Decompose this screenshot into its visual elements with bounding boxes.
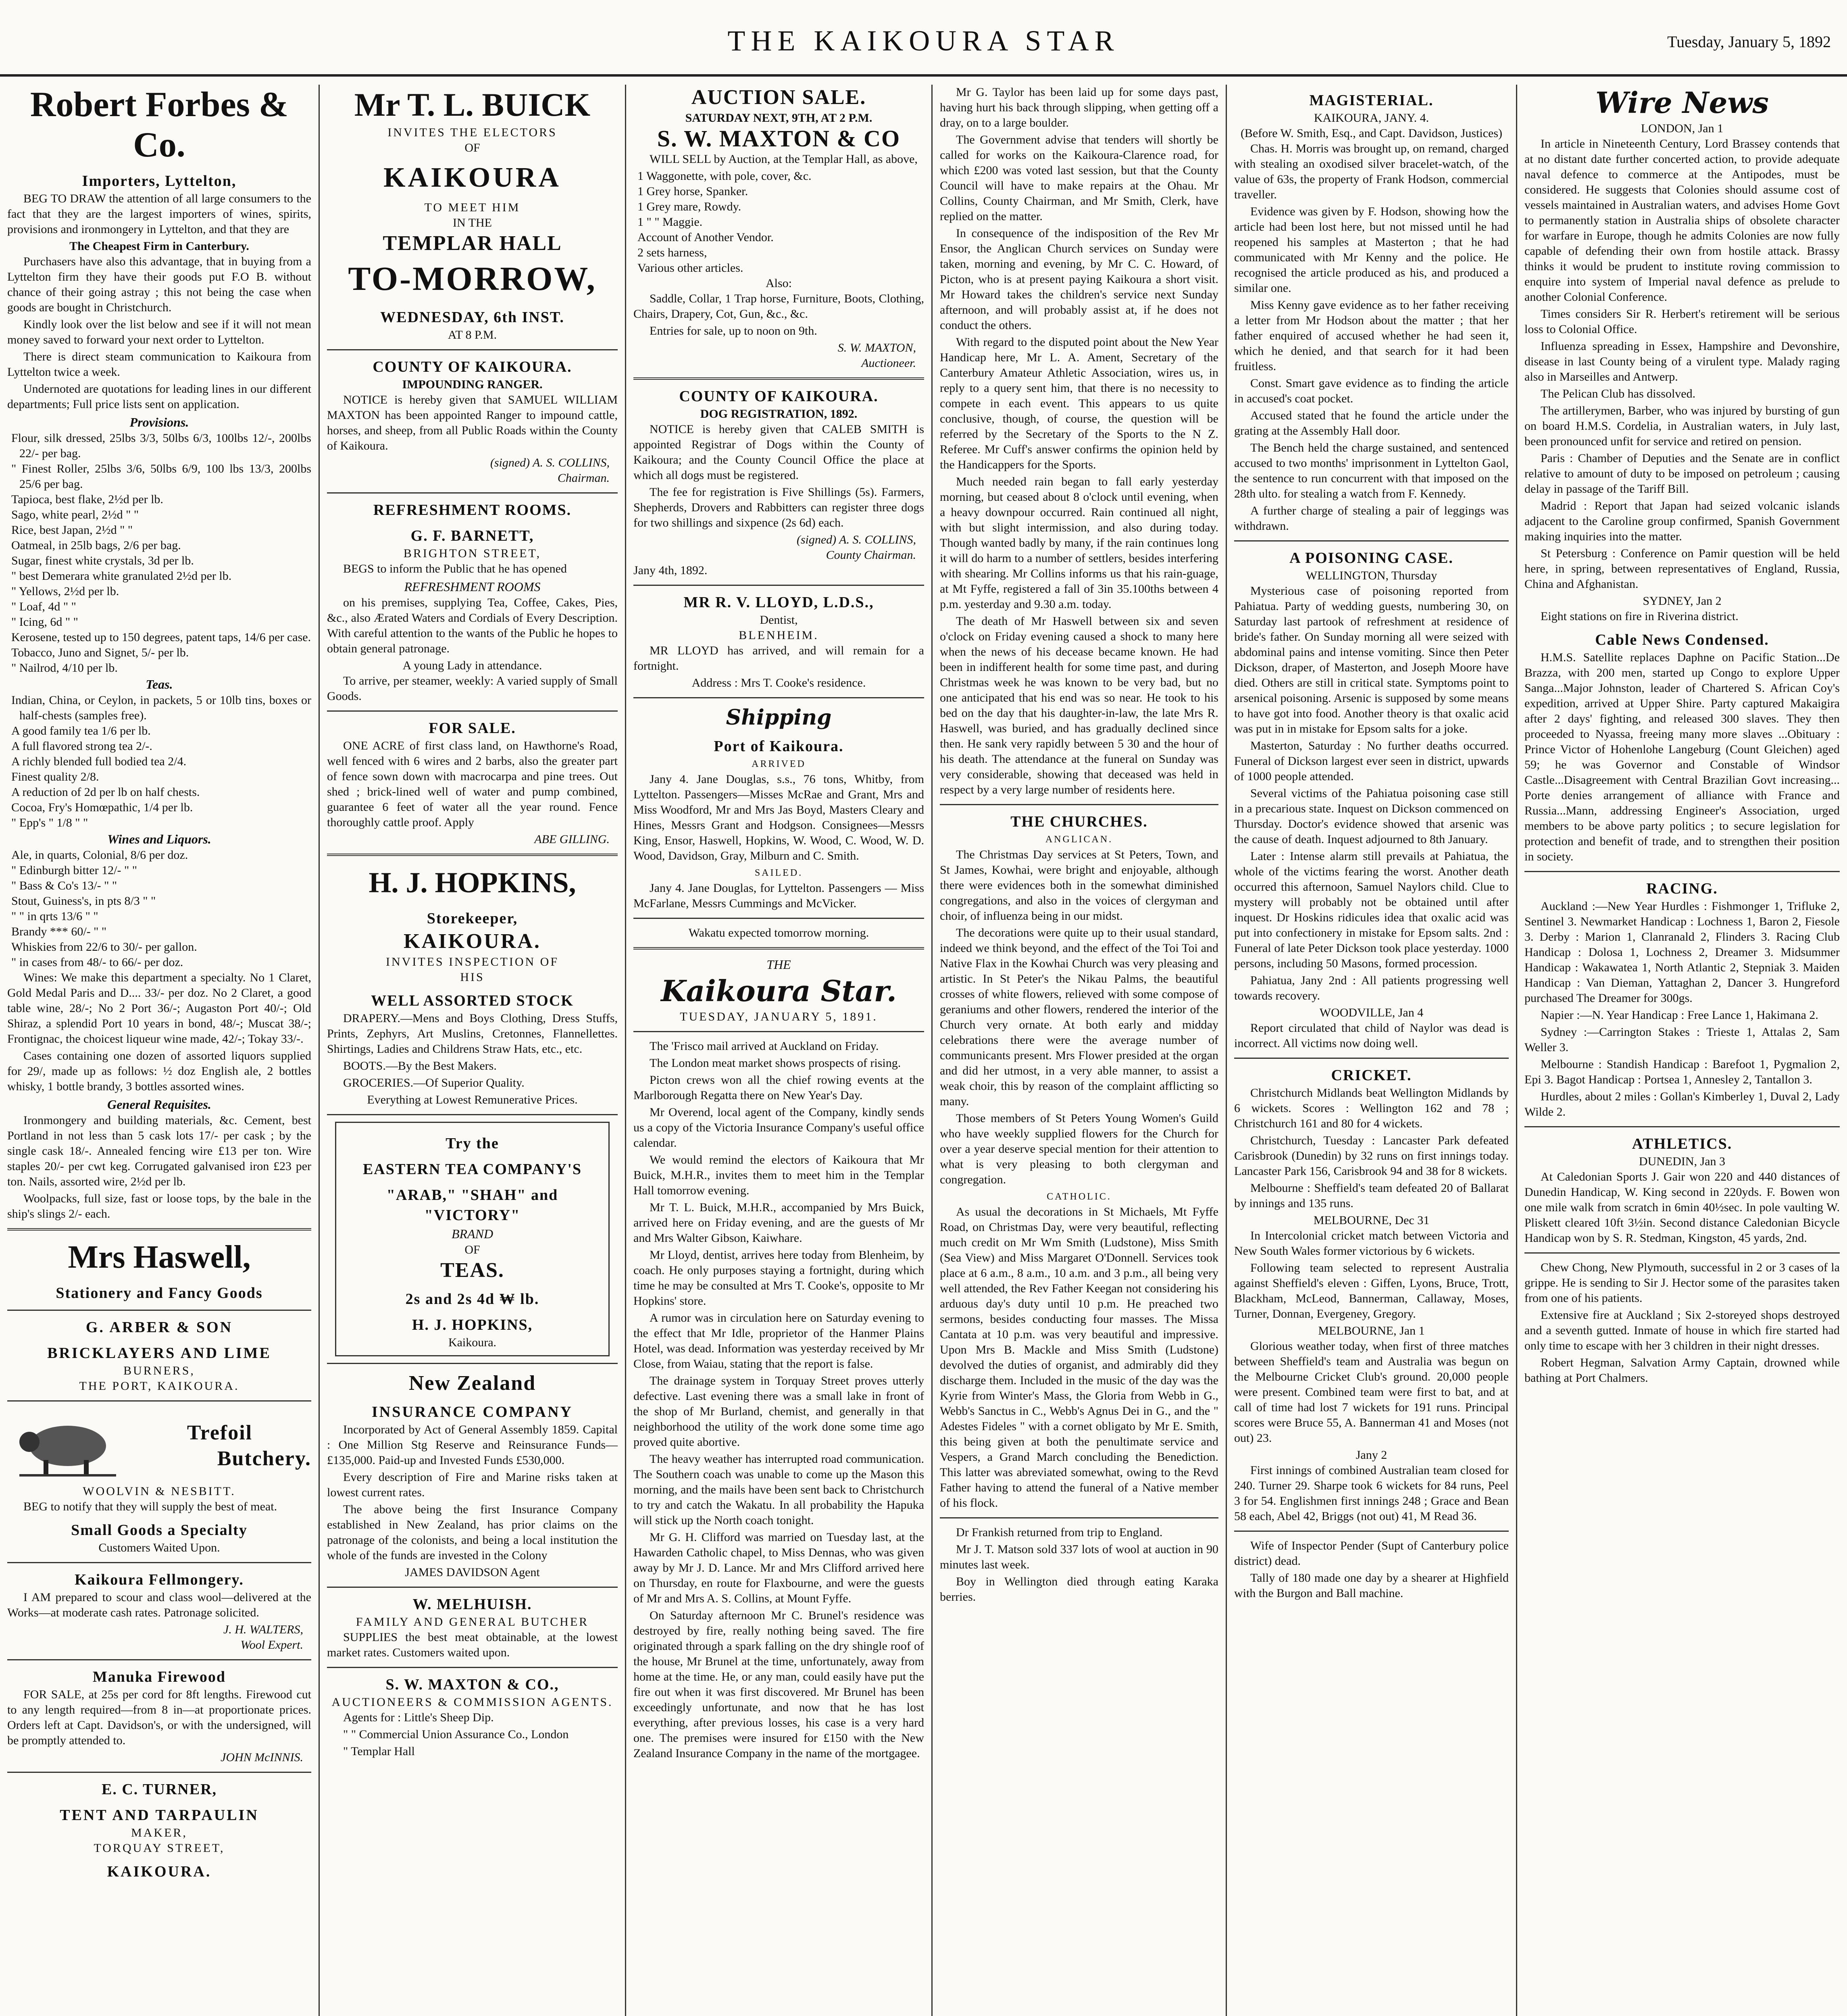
poison-p6: Report circulated that child of Naylor was dead is incorrect. All victims now doing well. — [1234, 1021, 1509, 1050]
cricket-p5: Following team selected to represent Australia against Sheffield's eleven : Giffen, Lyons, Bruce, Trott, Blackham, McLeod, Bannerman, Callaway, Moses, Turner, Donnan, Evergeney, Gregory. — [1234, 1261, 1509, 1320]
sydney-paragraph: Eight stations on fire in Riverina district. — [1541, 610, 1739, 623]
dog-date: Jany 4th, 1892. — [633, 564, 708, 577]
star-the: THE — [766, 957, 791, 972]
news-item: In article in Nineteenth Century, Lord Brassey contends that at no distant date further concerted action, to provide adequate naval defence to commerce at the Antipodes, must be considered. He suggests that Colonies should assume cost of vessels maintained in Australian waters, and advises Home Govt to permanently station in Australia ships of obsolete character for warfare in Europe, though he admits Colonies are now fully capable of defending their own from hostile attack. Brassy thinks it would be prudent to institute roving commission to enquire into system of Imperial naval defence as prelude to another Colonial Conference. — [1524, 137, 1840, 304]
turner-heading: E. C. TURNER, — [101, 1781, 217, 1798]
forbes-intro: BEG TO DRAW the attention of all large consumers to the fact that they are the largest importers of wines, spirits, provisions and ironmongery in Lyttelton, and that they are — [7, 192, 311, 236]
hopkins-stock: WELL ASSORTED STOCK — [371, 992, 574, 1009]
barnett-p3: A young Lady in attendance. — [402, 659, 542, 672]
list-item: Various other articles. — [637, 261, 743, 275]
cricket-p8: Wife of Inspector Pender (Supt of Canterbury police district) dead. — [1234, 1539, 1509, 1568]
forbes-p3: Kindly look over the list below and see if it will not mean money saved to forward your next order to Lyttelton. — [7, 318, 311, 346]
magisterial-p4: Const. Smart gave evidence as to finding the article in accused's coat pocket. — [1234, 377, 1509, 405]
london-dateline: LONDON, Jan 1 — [1641, 122, 1724, 135]
divider — [633, 947, 924, 950]
list-item: Kerosene, tested up to 150 degrees, patent taps, 14/6 per case. — [11, 631, 311, 644]
star-date: TUESDAY, JANUARY 5, 1891. — [680, 1010, 878, 1023]
divider — [633, 697, 924, 698]
sale-heading: FOR SALE. — [429, 720, 516, 737]
dog-chairman: County Chairman. — [826, 548, 916, 562]
buick-kaikoura: KAIKOURA — [383, 162, 561, 193]
barnett-name: G. F. BARNETT, — [410, 527, 534, 544]
arrived-paragraph: Jany 4. Jane Douglas, s.s., 76 tons, Whitby, from Lyttelton. Passengers—Misses McRae and Grant, Mrs and Miss Woodford, Mr and Mrs Jas Boyd, Masters Cleary and Hines, Messrs Grant and Hodgson. Consignees—Messrs King, Ensor, Haswell, Hopkins, W. Wood, C. Wood, W. D. Wood, Davidson, Gray, Milburn and C. Smith. — [633, 773, 924, 862]
masthead — [0, 0, 1847, 77]
news-item: Much needed rain began to fall early yesterday morning, but ceased about 8 o'clock until evening, when a heavy downpour occurred. Rain continued all night, with but slight intermission, and also during today. Though wanted badly by many, if the rain continues long it will do harm to a number of settlers, besides interfering with shearing. Mr Collins informs us that his rain-guage, at Mt Fyffe, registered a fall of 3in 35.100ths between 4 p.m. yesterday and 9.30 a.m. today. — [940, 475, 1218, 611]
cricket-p4: In Intercolonial cricket match between Victoria and New South Wales former victorious by 6 wickets. — [1234, 1229, 1509, 1258]
nz-signature: JAMES DAVIDSON Agent — [405, 1566, 540, 1579]
lloyd-subtitle: Dentist, — [760, 613, 798, 627]
barnett-p2: on his premises, supplying Tea, Coffee, Cakes, Pies, &c., also Ærated Waters and Cordials of Every Description. With careful attention to the wants of the Public he hopes to obtain general patronage. — [327, 596, 618, 655]
divider — [7, 1772, 311, 1773]
melhuish-subtitle: FAMILY AND GENERAL BUTCHER — [356, 1615, 589, 1629]
auction-heading: AUCTION SALE. — [691, 86, 866, 109]
dog-signature: (signed) A. S. COLLINS, — [796, 533, 916, 546]
poison-heading: A POISONING CASE. — [1289, 550, 1453, 566]
cases-paragraph: Cases containing one dozen of assorted liquors supplied for 29/, made up as follows: ½ doz English ale, 2 bottles whisky, 1 bottle brandy, 3 bottles assorted wines. — [7, 1049, 311, 1093]
boots-line: BOOTS.—By the Best Makers. — [343, 1059, 497, 1073]
list-item: 2 sets harness, — [637, 246, 707, 259]
list-item: 1 Grey horse, Spanker. — [637, 185, 748, 198]
anglican-paragraph: The Christmas Day services at St Peters, Town, and St James, Kowhai, were bright and enjoyable, although there were evidences both in the somewhat diminished congregations, and also in the voices of clergyman and choir, of influenza being in our midst. — [940, 848, 1218, 923]
cricket-p2: Christchurch, Tuesday : Lancaster Park defeated Carisbrook (Dunedin) by 32 runs on first innings today. Lancaster Park 156, Carisbrook 94 and 38 for 8 wickets. — [1234, 1134, 1509, 1178]
haswell-title: Mrs Haswell, — [68, 1239, 251, 1275]
racing-heading: RACING. — [1646, 880, 1718, 897]
news-item: Picton crews won all the chief rowing events at the Marlborough Regatta there on New Year's Day. — [633, 1073, 924, 1102]
news-item: On Saturday afternoon Mr C. Brunel's residence was destroyed by fire, really nothing being saved. The fire originated through a spark falling on the dry shingle roof of the house, Mr Brunel at the time, unfortunately, away from home at the time. He, or any man, could easily have put the fire out when it was first discovered. Mr Brunel has been exceedingly unfortunate, and now that he has lost everything, after previous losses, his case is a very hard one. The premises were insured for £150 with the New Zealand Insurance Company in the name of the mortgagee. — [633, 1609, 924, 1760]
wire-news-heading: Wire News — [1595, 85, 1769, 120]
list-item: Stout, Guiness's, in pts 8/3 " " — [11, 894, 156, 908]
issue-date: Tuesday, January 5, 1892 — [1667, 33, 1831, 51]
tea-try: Try the — [446, 1135, 499, 1152]
athletics-heading: ATHLETICS. — [1632, 1135, 1732, 1152]
tea-signature: H. J. HOPKINS, — [412, 1316, 533, 1333]
auction-date: SATURDAY NEXT, 9TH, AT 2 P.M. — [685, 111, 872, 125]
divider — [327, 854, 618, 856]
magisterial-before: (Before W. Smith, Esq., and Capt. Davidson, Justices) — [1240, 127, 1503, 140]
news-item: In consequence of the indisposition of the Rev Mr Ensor, the Anglican Church services on Sunday were taken, morning and evening, by Mr C. C. Howard, of Picton, who is at present paying Kaikoura a short visit. Mr Howard takes the children's service next Sunday afternoon, and will probably assist at, if he does not conduct the others. — [940, 227, 1218, 332]
maxton-name: S. W. MAXTON & CO — [657, 125, 901, 152]
column-6 — [1516, 85, 1847, 2016]
poison-p1: Mysterious case of poisoning reported from Pahiatua. Party of wedding guests, numbering 30, on Saturday last partook of refreshment at residence of bride's father. On Sunday morning all were seized with abdominal pains and intense vomiting. Since then Peter Dickson, draper, of Masterton, and Joseph Moore have died. Others are still in critical state. Symptoms point to arsenical poisoning. Arsenic is supposed by some means to have got into food. Another theory is that oxalic acid was put in in mistake for Epsom salts for a joke. — [1234, 584, 1509, 735]
impounding-heading: IMPOUNDING RANGER. — [402, 378, 543, 391]
boy-line: Boy in Wellington died through eating Karaka berries. — [940, 1575, 1218, 1604]
divider — [327, 1587, 618, 1588]
auction-p3: Entries for sale, up to noon on 9th. — [650, 324, 817, 337]
divider — [1524, 871, 1840, 872]
anglican-label: ANGLICAN. — [1045, 834, 1113, 845]
sailed-label: SAILED. — [754, 868, 803, 878]
list-item: " Nailrod, 4/10 per lb. — [11, 661, 118, 675]
ram-icon — [15, 1414, 120, 1478]
hopkins-invites: INVITES INSPECTION OF — [386, 955, 559, 968]
nz-company: INSURANCE COMPANY — [371, 1404, 573, 1420]
buick-line3: TO MEET HIM — [424, 201, 521, 214]
wines-paragraph: Wines: We make this department a specialty. No 1 Claret, Gold Medal Paris and D.... 33/- per doz. No 2 Claret, a good table wine, 28/-; No 2 Port 36/-; Augaston Port 40/-; Old Shiraz, a splendid Port 10 years in bond, 48/-; Muscat 38/-; Frontignac, the choicest liqueur wine made, 42/-; Tokay 33/-. — [7, 971, 311, 1045]
divider — [327, 492, 618, 494]
tea-place: Kaikoura. — [448, 1336, 497, 1349]
magisterial-place: KAIKOURA, JANY. 4. — [1314, 111, 1429, 125]
magisterial-p2: Evidence was given by F. Hodson, showing how the article had been lost here, but not missed until he had reopened his samples at Masterton ; that he had communicated with Mr Kenny and the police. He recognised the article produced as his, and produced a similar one. — [1234, 205, 1509, 295]
butchery-title: Butchery. — [217, 1447, 311, 1470]
list-item: Sago, white pearl, 2½d " " — [11, 508, 139, 521]
anglican-p3: Those members of St Peters Young Women's Guild who have weekly supplied flowers for the Church for over a year deserve special mention for their attention to what is very pleasing to both clergyman and congregation. — [940, 1112, 1218, 1186]
dog-county: COUNTY OF KAIKOURA. — [679, 388, 879, 405]
list-item: Ale, in quarts, Colonial, 8/6 per doz. — [11, 848, 188, 862]
list-item: " Bass & Co's 13/- " " — [11, 879, 117, 892]
small-goods: Small Goods a Specialty — [71, 1522, 248, 1539]
port-heading: Port of Kaikoura. — [714, 738, 844, 755]
turner-line2: MAKER, — [131, 1826, 187, 1839]
buick-time: AT 8 P.M. — [448, 328, 497, 342]
news-item: Paris : Chamber of Deputies and the Senate are in conflict relative to amount of duty to be imposed on petroleum ; causing delay in passage of the Tariff Bill. — [1524, 452, 1840, 496]
poison-p5: Pahiatua, Jany 2nd : All patients progressing well towards recovery. — [1234, 974, 1509, 1002]
list-item: " Edinburgh bitter 12/- " " — [11, 864, 137, 877]
divider — [327, 349, 618, 350]
hopkins-subtitle: Storekeeper, — [427, 910, 518, 927]
melhuish-paragraph: SUPPLIES the best meat obtainable, at the lowest market rates. Customers waited upon. — [327, 1631, 618, 1659]
groceries-line: GROCERIES.—Of Superior Quality. — [343, 1076, 525, 1089]
woolpacks-paragraph: Woolpacks, full size, fast or loose tops, by the bale in the ship's slings 2/- each. — [7, 1192, 311, 1220]
brighton-street: BRIGHTON STREET, — [403, 547, 541, 560]
tea-ad-box — [335, 1122, 610, 1356]
list-item: Tapioca, best flake, 2½d per lb. — [11, 493, 163, 506]
sale-signature: ABE GILLING. — [534, 833, 610, 846]
news-item: The London meat market shows prospects of rising. — [650, 1056, 901, 1070]
list-item: " in cases from 48/- to 66/- per doz. — [11, 956, 183, 969]
teas-list — [7, 693, 311, 831]
arber-title: G. ARBER & SON — [85, 1319, 233, 1336]
dog-p1: NOTICE is hereby given that CALEB SMITH is appointed Registrar of Dogs within the County of Kaikoura; and the County Council Office the place at which all dogs must be registered. — [633, 423, 924, 482]
tea-price: 2s and 2s 4d ₩ lb. — [405, 1291, 539, 1308]
dog-heading: DOG REGISTRATION, 1892. — [700, 407, 858, 421]
catholic-paragraph: As usual the decorations in St Michaels, Mt Fyffe Road, on Christmas Day, were very beautiful, reflecting much credit on Mr Wm Smith (Ludstone), Miss Smith (Sea View) and Miss Margaret O'Donnell. Services took place at 6 a.m., 8 a.m., 10 a.m. and 3 p.m., all being very well attended, the Rev Father Keegan not considering his arduous day's duty until 10 p.m. He preached two sermons, besides conducting four masses. The Missa Cantata at 10 p.m. was very beautiful and impressive. Upon Mrs B. Mackle and Miss Smith (Ludstone) devolved the duties of organist, and admirably did they discharge them. Included in the music of the day was the Kyrie from Winter's Mass, the Gloria from Webb in G., Webb's Sanctus in C., Webb's Agnus Dei in G., and the " Adestes Fideles " with a cornet obligato by Mr E. Smith, this being given at both the penultimate service and Vespers, a Grand March concluding the Benediction. This latter was abreviated somewhat, owing to the Revd Father having to attend the funeral of a Native member of his flock. — [940, 1205, 1218, 1510]
cricket-p1: Christchurch Midlands beat Wellington Midlands by 6 wickets. Scores : Wellington 162 and 78 ; Christchurch 161 and 80 for 4 wickets. — [1234, 1086, 1509, 1130]
buick-line2: OF — [464, 141, 480, 154]
list-item: Sugar, finest white crystals, 3d per lb. — [11, 554, 194, 567]
cricket-p7: First innings of combined Australian team closed for 240. Turner 29. Sharpe took 6 wickets for 84 runs, Peel 3 for 54. Englishmen first innings 248 ; Grace and Bean 58 each, Abel 42, Briggs (not out) 41, M Read 36. — [1234, 1464, 1509, 1523]
column-3 — [625, 85, 931, 2016]
list-item: " Yellows, 2½d per lb. — [11, 585, 119, 598]
divider — [940, 804, 1218, 805]
list-item: 1 Waggonette, with pole, cover, &c. — [637, 169, 812, 183]
lloyd-paragraph: MR LLOYD has arrived, and will remain for a fortnight. — [633, 644, 924, 673]
column-1 — [0, 85, 319, 2016]
news-item: The heavy weather has interrupted road communication. The Southern coach was unable to come up the Mason this morning, and the mails have been sent back to Christchurch to try and catch the Wakatu. In all probability the Hapuka will stick up the North coach tonight. — [633, 1452, 924, 1527]
forbes-p4: There is direct steam communication to Kaikoura from Lyttelton twice a week. — [7, 350, 311, 379]
turner-line1: TENT AND TARPAULIN — [60, 1807, 259, 1824]
buick-hall: TEMPLAR HALL — [383, 232, 562, 255]
divider — [1234, 1058, 1509, 1059]
magisterial-p7: A further charge of stealing a pair of leggings was withdrawn. — [1234, 504, 1509, 533]
drapery-line: DRAPERY.—Mens and Boys Clothing, Dress Stuffs, Prints, Zephyrs, Art Muslins, Cretonnes, Flannellettes. Shirtings, Ladies and Childrens Straw Hats, etc., etc. — [327, 1012, 618, 1056]
list-item: 1 " " Maggie. — [637, 215, 703, 229]
column-2 — [319, 85, 625, 2016]
dog-p2: The fee for registration is Five Shillings (5s). Farmers, Shepherds, Drovers and Rabbitters can register three dogs for two shillings and sixpence (2s 6d) each. — [633, 485, 924, 529]
maxton2-p1: Agents for : Little's Sheep Dip. — [343, 1711, 494, 1724]
arber-line3: THE PORT, KAIKOURA. — [79, 1379, 239, 1393]
provisions-list — [7, 431, 311, 676]
magisterial-p3: Miss Kenny gave evidence as to her father receiving a letter from Mr Hodson about the matter ; that her father enquired of accused whether he had seen it, which he denied, and that search for it had been fruitless. — [1234, 298, 1509, 373]
cricket-melbourne: MELBOURNE, Dec 31 — [1313, 1214, 1430, 1227]
everything-line: Everything at Lowest Remunerative Prices. — [367, 1093, 578, 1106]
auction-signature: S. W. MAXTON, — [837, 341, 916, 354]
maxton2-subtitle: AUCTIONEERS & COMMISSION AGENTS. — [331, 1695, 613, 1709]
forbes-title: Robert Forbes & Co. — [30, 85, 289, 165]
newspaper-title: THE KAIKOURA STAR — [727, 25, 1120, 57]
news-item: Madrid : Report that Japan had seized volcanic islands adjacent to the Caroline group confirmed, Spanish Government making inquiries into the matter. — [1524, 499, 1840, 543]
racing-p3: Sydney :—Carrington Stakes : Trieste 1, Attalas 2, Sam Weller 3. — [1524, 1025, 1840, 1054]
auction-also: Also: — [765, 277, 792, 290]
nz-p1: Incorporated by Act of General Assembly 1859. Capital : One Million Stg Reserve and Reinsurance Funds—£135,000. Paid-up and Invested Funds £530,000. — [327, 1423, 618, 1467]
racing-p2: Napier :—N. Year Handicap : Free Lance 1, Hakimana 2. — [1541, 1008, 1818, 1022]
column-5 — [1226, 85, 1516, 2016]
frankish-line: Dr Frankish returned from trip to England. — [956, 1526, 1163, 1539]
racing-p5: Hurdles, about 2 miles : Gollan's Kimberley 1, Duval 2, Lady Wilde 2. — [1524, 1090, 1840, 1118]
county-heading: COUNTY OF KAIKOURA. — [373, 358, 572, 375]
hopkins-place: KAIKOURA. — [404, 930, 541, 953]
forbes-subtitle: Importers, Lyttelton, — [82, 173, 237, 190]
forbes-p2: Purchasers have also this advantage, that in buying from a Lyttelton firm they have their goods put F.O B. without chance of their going astray ; this not being the case when goods are bought in Christchurch. — [7, 255, 311, 314]
divider — [1234, 1531, 1509, 1532]
divider — [633, 377, 924, 380]
magisterial-p6: The Bench held the charge sustained, and sentenced accused to two months' imprisonment in Lyttelton Gaol, the sentence to run concurrent with that imposed on the 28th ulto. for stealing a watch from F. Kennedy. — [1234, 441, 1509, 500]
list-item: A full flavored strong tea 2/-. — [11, 739, 152, 753]
poison-p4: Later : Intense alarm still prevails at Pahiatua, the whole of the victims fearing the worst. Another death occurred this afternoon, Samuel Naylors child. Clue to mystery will probably not be obtained until after inquest. Dr Hoskins ridicules idea that oxalic acid was put into confectionery in mistake for Epsom salts. 2nd : Funeral of late Peter Dickson took place yesterday. 1000 persons, including 50 Masons, formed procession. — [1234, 850, 1509, 970]
news-item: We would remind the electors of Kaikoura that Mr Buick, M.H.R., invites them to meet him in the Templar Hall tomorrow evening. — [633, 1153, 924, 1197]
athletics-p2: Chew Chong, New Plymouth, successful in 2 or 3 cases of la grippe. He is sending to Sir J. Hector some of the parasites taken from one of his patients. — [1524, 1261, 1840, 1305]
list-item: Finest quality 2/8. — [11, 770, 99, 783]
auction-title: Auctioneer. — [861, 356, 916, 370]
firewood-heading: Manuka Firewood — [92, 1668, 226, 1685]
cricket-heading: CRICKET. — [1331, 1067, 1412, 1084]
list-item: Cocoa, Fry's Homœpathic, 1/4 per lb. — [11, 801, 193, 814]
cricket-p9: Tally of 180 made one day by a shearer at Highfield with the Burgon and Ball machine. — [1234, 1571, 1509, 1600]
column-4 — [931, 85, 1226, 2016]
provisions-heading: Provisions. — [129, 415, 189, 429]
tea-teas: TEAS. — [440, 1259, 504, 1282]
woolvin-paragraph: BEG to notify that they will supply the best of meat. — [23, 1500, 277, 1513]
wines-list — [7, 848, 311, 970]
firewood-paragraph: FOR SALE, at 25s per cord for 8ft lengths. Firewood cut to any length required—from 8 in—at proportionate prices. Orders left at Capt. Davidson's, or with the undersigned, will be promptly attended to. — [7, 1688, 311, 1747]
list-item: Flour, silk dressed, 25lbs 3/3, 50lbs 6/3, 100lbs 12/-, 200lbs 22/- per bag. — [11, 431, 311, 460]
cable-paragraph: H.M.S. Satellite replaces Daphne on Pacific Station...De Brazza, with 200 men, started up Congo to explore Upper Sanga...Major Johnston, leader of Chartered S. African Coy's expedition, arrived at Upper Shire. Party captured Makaigira after 2 days' fighting, and released 300 slaves. They then proceeded to Nyassa, freeing many more slaves ...Obituary : Prince Victor of Hohenlohe Langeburg (Count Gleichen) aged 59; he was Governor and Constable of Windsor Castle...Disagreement with Central Brazilian Govt increasing... Porte denies arrangement of alliance with France and Russia...Mann, addressing Engineer's Association, urged members to be above party politics ; to secure legislation for protection and benefit of trade, and to strengthen their position in society. — [1524, 651, 1840, 863]
arrived-label: ARRIVED — [752, 759, 806, 769]
nz-p2: Every description of Fire and Marine risks taken at lowest current rates. — [327, 1470, 618, 1499]
news-item: Times considers Sir R. Herbert's retirement will be serious loss to Colonial Office. — [1524, 307, 1840, 336]
divider — [633, 585, 924, 586]
divider — [7, 1562, 311, 1563]
woolvin-name: WOOLVIN & NESBITT. — [83, 1485, 236, 1498]
churches-heading: THE CHURCHES. — [1010, 813, 1148, 830]
racing-p1: Auckland :—New Year Hurdles : Fishmonger 1, Trifluke 2, Sentinel 3. Newmarket Handicap : Lochness 1, Baron 2, Fiesole 3. Derby : Marion 1, Clanranald 2, Flinders 3. Racing Club Handicap : Dolosa 1, Lochness 2, Dreamer 3. Midsummer Handicap : Wakawatea 1, North Atlantic 2, Stepniak 3. Maiden Handicap : Van Dieman, Yattaghan 2, Dancer 3. Hungreford purchased The Dreamer for 300gs. — [1524, 900, 1840, 1005]
list-item: 1 Grey mare, Rowdy. — [637, 200, 741, 213]
magisterial-p1: Chas. H. Morris was brought up, on remand, charged with stealing an oxodised silver bracelet-watch, of the value of 63s, the property of Frank Hodson, commercial traveller. — [1234, 142, 1509, 201]
buick-date: WEDNESDAY, 6th INST. — [380, 309, 564, 326]
list-item: Brandy *** 60/- " " — [11, 925, 107, 938]
wakatu-line: Wakatu expected tomorrow morning. — [688, 926, 869, 939]
list-item: " Finest Roller, 25lbs 3/6, 50lbs 6/9, 100 lbs 13/3, 200lbs 25/6 per bag. — [11, 462, 311, 491]
shipping-heading: Shipping — [726, 705, 832, 730]
list-item: Oatmeal, in 25lb bags, 2/6 per bag. — [11, 539, 181, 552]
arber-line1: BRICKLAYERS AND LIME — [47, 1345, 271, 1362]
cricket-melbourne-2: MELBOURNE, Jan 1 — [1318, 1324, 1425, 1337]
list-item: Indian, China, or Ceylon, in packets, 5 or 10lb tins, boxes or half-chests (samples free). — [11, 694, 311, 722]
poison-woodville: WOODVILLE, Jan 4 — [1319, 1006, 1424, 1019]
news-item: Mr T. L. Buick, M.H.R., accompanied by Mrs Buick, arrived here on Friday evening, and are the guests of Mr and Mrs Walter Gibson, Kaiwhare. — [633, 1201, 924, 1245]
lloyd-address: Address : Mrs T. Cooke's residence. — [691, 676, 866, 689]
tea-company: EASTERN TEA COMPANY'S — [362, 1161, 582, 1178]
catholic-label: CATHOLIC. — [1047, 1191, 1112, 1202]
matson-line: Mr J. T. Matson sold 337 lots of wool at auction in 90 minutes last week. — [940, 1543, 1218, 1571]
fellmongery-heading: Kaikoura Fellmongery. — [75, 1571, 244, 1588]
list-item: Rice, best Japan, 2½d " " — [11, 523, 133, 537]
divider — [940, 1517, 1218, 1518]
athletics-place: DUNEDIN, Jan 3 — [1639, 1155, 1726, 1168]
general-paragraph: Ironmongery and building materials, &c. Cement, best Portland in not less than 5 cask lots 17/- per cask ; by the single cask 18/-. Annealed fencing wire £13 per ton. Wire staples 20/- per cwt keg. Corrugated galvanised iron £23 per ton. Nails, assorted wire, 2½d per lb. — [7, 1114, 311, 1188]
barnett-p4: To arrive, per steamer, weekly: A varied supply of Small Goods. — [327, 674, 618, 703]
divider — [327, 1667, 618, 1668]
auction-items — [633, 169, 924, 276]
fellmongery-signature: J. H. WALTERS, — [223, 1623, 303, 1636]
sailed-paragraph: Jany 4. Jane Douglas, for Lyttelton. Passengers — Miss McFarlane, Messrs Cummings and McVicker. — [633, 881, 924, 910]
list-item: Account of Another Vendor. — [637, 231, 774, 244]
news-item: St Petersburg : Conference on Pamir question will be held here, in spring, between representatives of England, Russia, China and Afghanistan. — [1524, 547, 1840, 591]
barnett-rooms: REFRESHMENT ROOMS — [404, 579, 541, 594]
divider — [327, 1363, 618, 1364]
buick-tomorrow: TO-MORROW, — [348, 260, 597, 298]
news-item: The death of Mr Haswell between six and seven o'clock on Friday evening caused a shock to many here when the news of his decease became known. He had been in indifferent health for some time past, and during Christmas week he was known to be very bad, but no one anticipated that his end was so near. He took to his bed on the day that his daughter-in-law, the late Mrs R. Haswell, was buried, and has gradually declined since then. He sank very rapidly between 5 30 and the hour of his death. The attendance at the funeral on Sunday was very considerable, showing that deceased was held in respect by a very large number of residents here. — [940, 614, 1218, 796]
news-item: A rumor was in circulation here on Saturday evening to the effect that Mr Idle, proprietor of the Hanmer Plains Hotel, was dead. Information was yesterday received by Mr Close, from Waiau, stating that the report is false. — [633, 1311, 924, 1370]
list-item: Tobacco, Juno and Signet, 5/- per lb. — [11, 646, 189, 659]
divider — [1524, 1126, 1840, 1127]
list-item: " " in qrts 13/6 " " — [11, 910, 98, 923]
hopkins-his: HIS — [460, 971, 485, 984]
news-item: The drainage system in Torquay Street proves utterly defective. Last evening there was a small lake in front of the shop of Mr Burland, chemist, and generally in that neighborhood the utility of the work done some time ago proved quite abortive. — [633, 1374, 924, 1449]
news-item: Mr Overend, local agent of the Company, kindly sends us a copy of the Victoria Insurance Company's useful office calendar. — [633, 1106, 924, 1150]
list-item: A richly blended full bodied tea 2/4. — [11, 755, 187, 768]
divider — [1524, 1252, 1840, 1254]
sale-paragraph: ONE ACRE of first class land, on Hawthorne's Road, well fenced with 6 wires and 2 barbs, also the greater part of fence sown down with macrocarpa and pine trees. Out shed ; brick-lined well of water and pump combined, guarantee 6 feet of water all the year round. Fence thoroughly cattle proof. Apply — [327, 739, 618, 829]
maxton2-p3: " Templar Hall — [343, 1745, 415, 1758]
teas-heading: Teas. — [146, 677, 173, 691]
divider — [7, 1228, 311, 1231]
list-item: " best Demerara white granulated 2½d per lb. — [11, 569, 232, 583]
divider — [327, 710, 618, 712]
buick-line4: IN THE — [453, 216, 492, 229]
list-item: " Icing, 6d " " — [11, 615, 78, 629]
list-item: " Loaf, 4d " " — [11, 600, 76, 613]
list-item: " Epp's " 1/8 " " — [11, 816, 88, 829]
firewood-signature: JOHN McINNIS. — [221, 1751, 303, 1764]
buick-title: Mr T. L. BUICK — [354, 86, 591, 123]
sydney-dateline: SYDNEY, Jan 2 — [1643, 594, 1722, 608]
divider — [7, 1310, 311, 1311]
auction-paragraph: WILL SELL by Auction, at the Templar Hall, as above, — [650, 152, 918, 166]
arber-line2: BURNERS, — [123, 1364, 195, 1377]
divider — [633, 1031, 924, 1032]
hopkins-title: H. J. HOPKINS, — [369, 866, 576, 899]
news-item: Influenza spreading in Essex, Hampshire and Devonshire, disease in last County being of a virulent type. Malady raging also in Marseilles and Antwerp. — [1524, 339, 1840, 383]
divider — [1234, 540, 1509, 541]
tea-brand: BRAND — [451, 1227, 494, 1241]
news-item: The artillerymen, Barber, who was injured by bursting of gun on board H.M.S. Cordelia, in Australian waters, in July last, been pronounced unfit for service and retired on pension. — [1524, 404, 1840, 448]
trefoil-ad — [7, 1408, 311, 1484]
racing-p4: Melbourne : Standish Handicap : Barefoot 1, Pygmalion 2, Epi 3. Bagot Handicap : Portsea 1, Annesley 2, Tantallon 3. — [1524, 1058, 1840, 1086]
nz-heading: New Zealand — [408, 1372, 536, 1395]
cricket-p6: Glorious weather today, when first of three matches between Sheffield's team and Australia was begun on the Melbourne Cricket Club's ground. 20,000 people were present. Combined team were first to bat, and at call of time had lost 7 wickets for 191 runs. Principal scores were Bruce 55, A. Bannerman 41 and Moses (not out) 23. — [1234, 1339, 1509, 1445]
tea-brands: "ARAB," "SHAH" and "VICTORY" — [386, 1187, 558, 1224]
buick-line1: INVITES THE ELECTORS — [387, 126, 557, 139]
magisterial-p5: Accused stated that he found the article under the grating at the Assembly Hall door. — [1234, 409, 1509, 437]
athletics-p3: Extensive fire at Auckland ; Six 2-storeyed shops destroyed and a seventh gutted. Inmate of house in which fire started had only time to escape with her 3 children in their night dresses. — [1524, 1308, 1840, 1352]
county-paragraph: NOTICE is hereby given that SAMUEL WILLIAM MAXTON has been appointed Ranger to impound cattle, horses, and sheep, from all Public Roads within the County of Kaikoura. — [327, 393, 618, 452]
list-item: Whiskies from 22/6 to 30/- per gallon. — [11, 940, 197, 954]
forbes-cheapest: The Cheapest Firm in Canterbury. — [69, 240, 249, 253]
divider — [327, 1114, 618, 1115]
general-heading: General Requisites. — [107, 1097, 211, 1112]
news-item: The Pelican Club has dissolved. — [1541, 387, 1696, 400]
county-chairman: Chairman. — [557, 471, 610, 485]
fellmongery-title: Wool Expert. — [240, 1638, 303, 1652]
divider — [7, 1400, 311, 1402]
turner-line3: TORQUAY STREET, — [94, 1841, 225, 1855]
cable-heading: Cable News Condensed. — [1595, 631, 1769, 648]
turner-line4: KAIKOURA. — [107, 1863, 212, 1880]
magisterial-heading: MAGISTERIAL. — [1309, 92, 1434, 109]
news-item: Mr G. H. Clifford was married on Tuesday last, at the Hawarden Catholic chapel, to Miss Dennas, who was given away by Mr J. D. Lance. Mr and Mrs Clifford arrived here on Thursday, en route for Flaxbourne, and were the guests of Mr and Mrs A. S. Collins, at Mount Fyffe. — [633, 1531, 924, 1605]
maxton2-heading: S. W. MAXTON & CO., — [385, 1676, 559, 1693]
news-item: The Government advise that tenders will shortly be called for works on the Kaikoura-Clarence road, for which £200 was voted last session, but that the County Council will have to make repairs at the Ohau. Mr Collins, County Chairman, and Mr Smith, Clerk, have replied on the matter. — [940, 133, 1218, 223]
athletics-p4: Robert Hegman, Salvation Army Captain, drowned while bathing at Port Chalmers. — [1524, 1356, 1840, 1385]
athletics-p1: At Caledonian Sports J. Gair won 220 and 440 distances of Dunedin Handicap, W. King second in 220yds. F. Bowen won one mile walk from scratch in 6min 40½sec. In pole vaulting W. Pliskett cleared 10ft 3½in. Second distance Caledonian Bicycle Handicap won by S. R. Stedman, Kingston, 45 yards, 2nd. — [1524, 1170, 1840, 1245]
news-item: Mr G. Taylor has been laid up for some days past, having hurt his back through slipping, when getting off a dray, on to a large boulder. — [940, 85, 1218, 129]
poison-p3: Several victims of the Pahiatua poisoning case still in a precarious state. Inquest on Dickson commenced on Thursday. Doctor's evidence showed that arsenic was the cause of death. Inquest adjourned to 8th January. — [1234, 787, 1509, 846]
lloyd-place: BLENHEIM. — [739, 629, 819, 642]
list-item: A reduction of 2d per lb on half chests. — [11, 785, 200, 799]
divider — [7, 1659, 311, 1660]
customers-waited: Customers Waited Upon. — [98, 1541, 220, 1554]
refresh-heading: REFRESHMENT ROOMS. — [373, 502, 572, 519]
wines-heading: Wines and Liquors. — [107, 832, 211, 846]
anglican-p2: The decorations were quite up to their usual standard, indeed we think beyond, and the effect of the Toi Toi and Native Flax in the Kowhai Church was very pleasing and artistic. In St Peter's the Nikau Palms, the beautiful crosses of white flowers, relieved with some compose of geraniums and other flowers, rendered the interior of the Church very ornate. At both early and midday celebrations there were the average number of communicants present. Mrs Flower presided at the organ and did her utmost, in a very able manner, to assist a weak choir, this by reason of the complaint afflicting so many. — [940, 926, 1218, 1108]
forbes-p5: Undernoted are quotations for leading lines in our different departments; Full price lists sent on application. — [7, 382, 311, 411]
poison-p2: Masterton, Saturday : No further deaths occurred. Funeral of Dickson largest ever seen in district, upwards of 1000 people attended. — [1234, 739, 1509, 783]
trefoil-title: Trefoil — [187, 1421, 253, 1444]
cricket-jan2: Jany 2 — [1356, 1448, 1387, 1462]
auction-p2: Saddle, Collar, 1 Trap horse, Furniture, Boots, Clothing, Chairs, Drapery, Cot, Gun, &c., &c. — [633, 292, 924, 321]
divider — [633, 918, 924, 919]
county-signature: (signed) A. S. COLLINS, — [490, 456, 610, 469]
cricket-p3: Melbourne : Sheffield's team defeated 20 of Ballarat by innings and 135 runs. — [1234, 1181, 1509, 1210]
fellmongery-paragraph: I AM prepared to scour and class wool—delivered at the Works—at moderate cash rates. Patronage solicited. — [7, 1591, 311, 1619]
news-item: The 'Frisco mail arrived at Auckland on Friday. — [650, 1039, 879, 1053]
haswell-subtitle: Stationery and Fancy Goods — [56, 1285, 263, 1302]
star-title: Kaikoura Star. — [661, 974, 897, 1008]
news-item: With regard to the disputed point about the New Year Handicap here, Mr L. A. Ament, Secretary of the Canterbury Amateur Athletic Association, wires us, in reply to a query sent him, that there is no necessity to compete in each event. This appears to us quite conclusive, though, of course, the question will be referred by the Secretary of the Sports to the N Z. Referee. Mr Cuff's answer confirms the opinion held by the Handicappers for the Sports. — [940, 335, 1218, 471]
lloyd-heading: MR R. V. LLOYD, L.D.S., — [683, 594, 874, 611]
list-item: A good family tea 1/6 per lb. — [11, 724, 151, 737]
maxton2-p2: " " Commercial Union Assurance Co., London — [343, 1728, 569, 1741]
barnett-p1: BEGS to inform the Public that he has opened — [343, 562, 567, 575]
tea-of: OF — [464, 1243, 480, 1256]
melhuish-name: W. MELHUISH. — [412, 1596, 532, 1613]
poison-place: WELLINGTON, Thursday — [1306, 569, 1437, 582]
news-item: Mr Lloyd, dentist, arrives here today from Blenheim, by coach. He only purposes staying a fortnight, during which time he may be consulted at Mrs T. Cooke's, opposite to Mr Hopkins' store. — [633, 1248, 924, 1308]
nz-p3: The above being the first Insurance Company established in New Zealand, has prior claims on the patronage of the colonists, and being a local institution the whole of the funds are invested in the Colony — [327, 1503, 618, 1562]
